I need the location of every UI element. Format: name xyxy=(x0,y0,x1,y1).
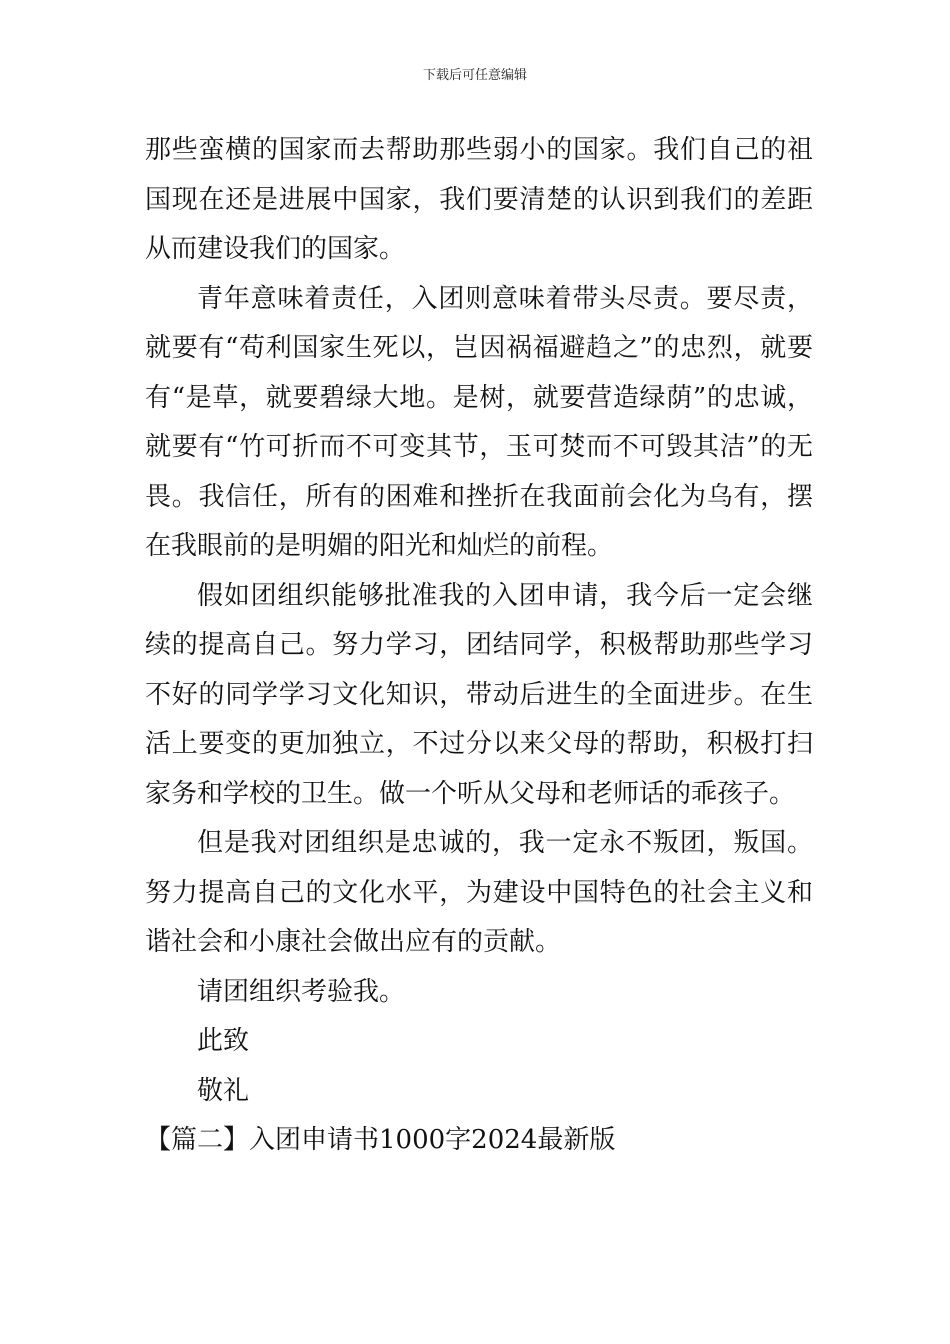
closing-request: 请团组织考验我。 xyxy=(197,976,406,1007)
paragraph-continuation: 那些蛮横的国家而去帮助那些弱小的国家。我们自己的祖国现在还是进展中国家，我们要清楚的认识到我们的差距从而建设我们的国家。 xyxy=(145,135,813,264)
paragraph-loyalty: 但是我对团组织是忠诚的，我一定永不叛团，叛国。努力提高自己的文化水平，为建设中国特色的社会主义和谐社会和小康社会做出应有的贡献。 xyxy=(145,828,813,957)
paragraph-youth-responsibility: 青年意味着责任，入团则意味着带头尽责。要尽责，就要有“苟利国家生死以，岂因祸福避趋之”的忠烈，就要有“是草，就要碧绿大地。是树，就要营造绿荫”的忠诚，就要有“竹可折而不可变其节，玉可焚而不可毁其洁”的无畏。我信任，所有的困难和挫折在我面前会化为乌有，摆在我眼前的是明媚的阳光和灿烂的前程。 xyxy=(145,283,813,561)
salutation-cizhi: 此致 xyxy=(197,1026,250,1056)
page-header-note: 下载后可任意编辑 xyxy=(422,68,527,83)
paragraph-commitment: 假如团组织能够批准我的入团申请，我今后一定会继续的提高自己。努力学习，团结同学，积极帮助那些学习不好的同学学习文化知识，带动后进生的全面进步。在生活上要变的更加独立，不过分以来父母的帮助，积极打扫家务和学校的卫生。做一个听从父母和老师话的乖孩子。 xyxy=(145,580,813,809)
document-body xyxy=(145,126,813,1166)
section-title: 【篇二】入团申请书1000字2024最新版 xyxy=(145,1125,616,1155)
salutation-jingli: 敬礼 xyxy=(197,1075,250,1106)
